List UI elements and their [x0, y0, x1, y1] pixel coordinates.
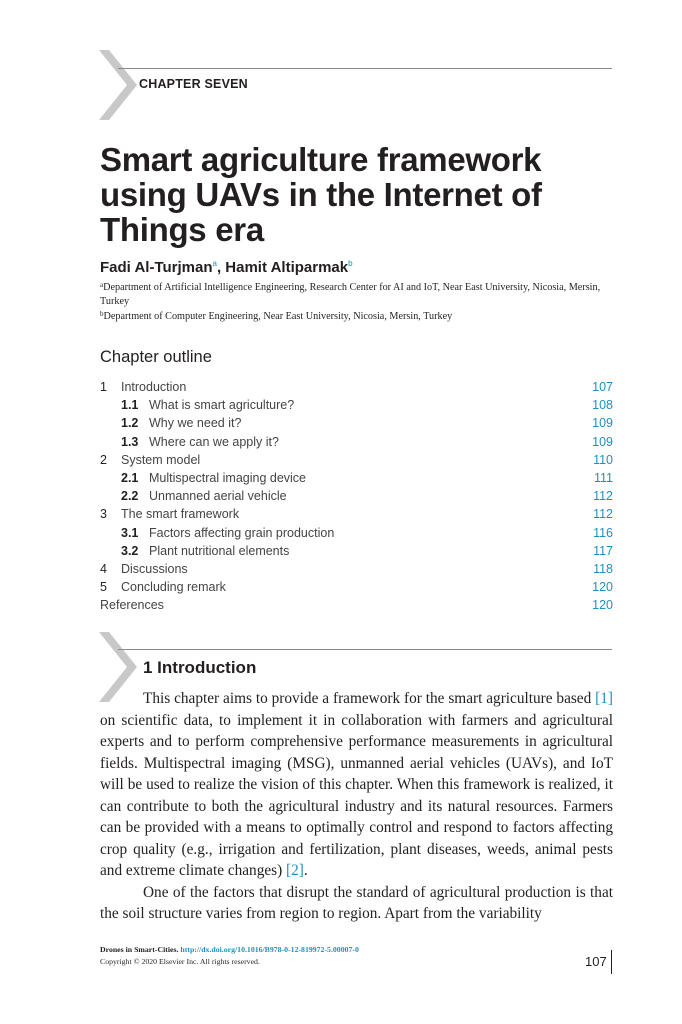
toc-entry[interactable] [100, 524, 613, 542]
copyright: Copyright © 2020 Elsevier Inc. All rights reserved. [100, 957, 260, 966]
toc-entry-title: What is smart agriculture? [149, 398, 295, 413]
toc-entry[interactable] [100, 451, 613, 469]
toc-entry-page[interactable]: 111 [593, 471, 613, 486]
toc-entry[interactable] [100, 505, 613, 523]
doi-link[interactable]: http://dx.doi.org/10.1016/B978-0-12-819972-5.00007-0 [180, 945, 359, 954]
toc-entry-page[interactable]: 118 [593, 561, 613, 576]
paragraph [100, 688, 613, 882]
chapter-outline-heading: Chapter outline [100, 348, 212, 366]
affiliation-text: Department of Artificial Intelligence Engineering, Research Center for AI and IoT, Near East University, Nicosia, Mersin, Turkey [100, 282, 601, 307]
author-mark: b [348, 259, 353, 268]
toc-entry-page[interactable]: 109 [592, 434, 613, 449]
paragraph-text: on scientific data, to implement it in collaboration with farmers and agricultural experts and to perform comprehensive performance measurements in agricultural fields. Multispectral imaging (MSG), unmanned aerial vehicles (UAVs), and IoT will be used to realize the vision of this chapter. When this framework is realized, it can contribute to both the agricultural industry and its natural resources. Farmers can be provided with a means to optimally control and respond to factors affecting crop quality (e.g., irrigation and fertilization, plant diseases, weeds, animal pests and extreme climate changes) [100, 711, 613, 879]
body-text [100, 688, 613, 925]
toc-entry-number: 2 [100, 452, 107, 467]
affiliation [100, 279, 615, 308]
chapter-label: CHAPTER SEVEN [139, 77, 248, 91]
toc-entry-page[interactable]: 112 [593, 507, 613, 522]
toc-entry-number: 3.1 [121, 525, 139, 540]
toc-entry[interactable] [100, 469, 613, 487]
toc-entry[interactable] [100, 596, 613, 614]
toc-entry[interactable] [100, 542, 613, 560]
toc-entry-number: 3.2 [121, 543, 139, 558]
toc-entry[interactable] [100, 487, 613, 505]
chapter-rule [118, 68, 612, 69]
toc-entry-number: 4 [100, 561, 107, 576]
toc-entry-title: Introduction [121, 380, 187, 395]
toc-entry-page[interactable]: 107 [592, 380, 613, 395]
toc-entry[interactable] [100, 414, 613, 432]
affiliation-mark: b [100, 310, 104, 318]
toc-entry-number: 2.2 [121, 489, 139, 504]
toc-entry-title: System model [121, 452, 201, 467]
toc-entry-number: 3 [100, 507, 107, 522]
toc-entry[interactable] [100, 560, 613, 578]
toc-entry-page[interactable]: 109 [592, 416, 613, 431]
page-number: 107 [585, 954, 607, 969]
toc-entry-title: Plant nutritional elements [149, 543, 290, 558]
affiliations [100, 279, 615, 324]
toc-entry[interactable] [100, 578, 613, 596]
toc-entry-title: Concluding remark [121, 580, 226, 595]
toc-entry-title: Discussions [121, 561, 188, 576]
citation-link[interactable]: [2] [286, 862, 304, 879]
author-line [100, 259, 353, 276]
page-number-bar [611, 950, 612, 974]
table-of-contents [100, 378, 613, 614]
toc-entry-number: 1 [100, 380, 107, 395]
toc-entry-title: References [100, 598, 164, 613]
toc-entry-number: 5 [100, 580, 107, 595]
book-title: Drones in Smart-Cities. [100, 945, 179, 954]
author-mark: a [212, 259, 217, 268]
footer [100, 944, 359, 968]
affiliation [100, 308, 615, 324]
affiliation-mark: a [100, 281, 104, 289]
chapter-chevron-icon [99, 50, 139, 120]
toc-entry-page[interactable]: 116 [593, 525, 613, 540]
section-rule [118, 649, 612, 650]
chapter-title: Smart agriculture framework using UAVs in the Internet of Things era [100, 141, 542, 248]
affiliation-text: Department of Computer Engineering, Near East University, Nicosia, Mersin, Turkey [103, 311, 453, 322]
toc-entry-title: Multispectral imaging device [149, 471, 307, 486]
paragraph-text: This chapter aims to provide a framework for the smart agriculture based [143, 690, 596, 707]
toc-entry-page[interactable]: 108 [592, 398, 613, 413]
author-name: Hamit Altiparmak [225, 259, 349, 276]
citation-link[interactable]: [1] [595, 690, 613, 707]
toc-entry-page[interactable]: 117 [593, 543, 613, 558]
toc-entry[interactable] [100, 433, 613, 451]
toc-entry-page[interactable]: 120 [592, 580, 613, 595]
toc-entry-page[interactable]: 110 [593, 452, 613, 467]
toc-entry[interactable] [100, 378, 613, 396]
toc-entry-title: Why we need it? [149, 416, 242, 431]
paragraph-text: . [303, 862, 308, 879]
paragraph: One of the factors that disrupt the standard of agricultural production is that the soil structure varies from region to region. Apart from the variability [100, 883, 613, 922]
section-heading: 1 Introduction [143, 658, 257, 677]
toc-entry[interactable] [100, 396, 613, 414]
toc-entry-title: Where can we apply it? [149, 434, 279, 449]
toc-entry-title: The smart framework [121, 507, 240, 522]
toc-entry-number: 1.2 [121, 416, 139, 431]
toc-entry-number: 1.3 [121, 434, 139, 449]
toc-entry-page[interactable]: 112 [593, 489, 613, 504]
author-separator: , [216, 259, 226, 276]
author-name: Fadi Al-Turjman [100, 259, 213, 276]
toc-entry-title: Unmanned aerial vehicle [149, 489, 287, 504]
toc-entry-number: 2.1 [121, 471, 139, 486]
toc-entry-number: 1.1 [121, 398, 139, 413]
toc-entry-page[interactable]: 120 [592, 598, 613, 613]
toc-entry-title: Factors affecting grain production [149, 525, 335, 540]
